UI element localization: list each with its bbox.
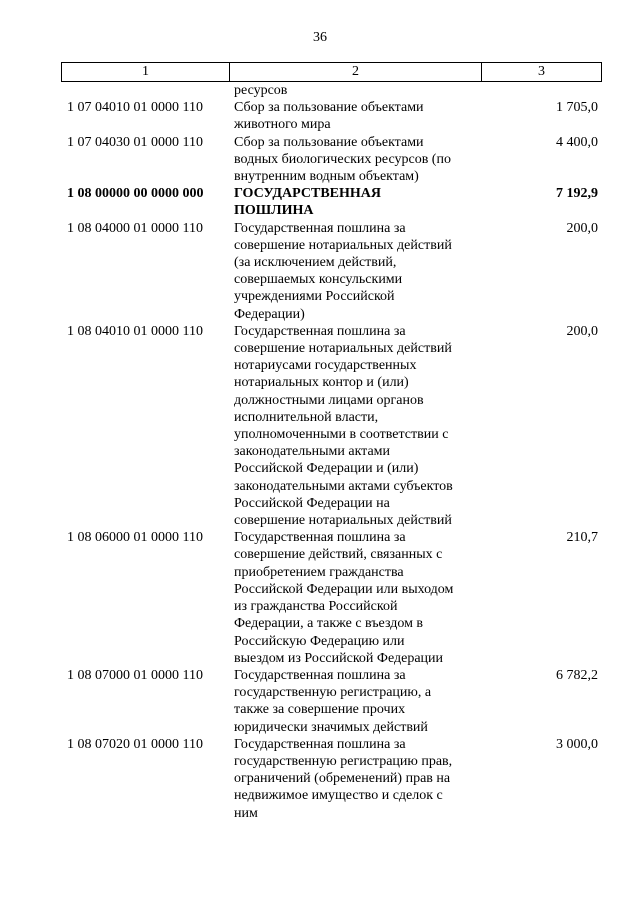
amount-value: 3 000,0 xyxy=(556,736,598,752)
revenue-name-line: государственную регистрацию, а xyxy=(234,685,432,701)
revenue-name-line: совершение нотариальных действий xyxy=(234,513,452,529)
revenue-name-line: Государственная пошлина за xyxy=(234,323,406,339)
table-row xyxy=(61,323,601,529)
revenue-name-line: законодательными актами субъектов xyxy=(234,478,453,494)
column-header-table xyxy=(61,62,602,82)
revenue-code: 1 08 00000 00 0000 000 xyxy=(67,186,204,202)
column-header-name: 2 xyxy=(230,63,482,82)
revenue-name-line: государственную регистрацию прав, xyxy=(234,753,453,769)
revenue-name-line: животного мира xyxy=(234,117,331,133)
amount-value: 200,0 xyxy=(566,220,598,236)
revenue-name-line: совершаемых консульскими xyxy=(234,272,403,288)
column-header-amount: 3 xyxy=(482,63,602,82)
revenue-name xyxy=(233,667,481,736)
revenue-name-line: ПОШЛИНА xyxy=(234,203,314,219)
table-row xyxy=(61,667,601,736)
revenue-name-line: Государственная пошлина за xyxy=(234,220,406,236)
revenue-name-line: юридически значимых действий xyxy=(234,719,428,735)
revenue-name xyxy=(233,736,481,822)
table-row xyxy=(61,529,601,667)
budget-table-body xyxy=(61,82,601,822)
revenue-name xyxy=(233,134,481,186)
table-row xyxy=(61,220,601,323)
revenue-name-line: ним xyxy=(234,805,258,821)
revenue-name xyxy=(233,323,481,529)
revenue-code: 1 08 04000 01 0000 110 xyxy=(67,220,203,236)
revenue-name-line: уполномоченными в соответствии с xyxy=(234,427,449,443)
revenue-name-line: Государственная пошлина за xyxy=(234,736,406,752)
revenue-name-line: из гражданства Российской xyxy=(234,599,398,615)
table-row xyxy=(61,82,601,99)
revenue-code: 1 08 04010 01 0000 110 xyxy=(67,323,203,339)
revenue-code: 1 07 04010 01 0000 110 xyxy=(67,100,203,116)
revenue-name-line: Сбор за пользование объектами xyxy=(234,100,424,116)
revenue-code: 1 08 07020 01 0000 110 xyxy=(67,736,203,752)
amount-value: 210,7 xyxy=(566,530,598,546)
revenue-name-line: законодательными актами xyxy=(234,444,391,460)
revenue-name-line: Сбор за пользование объектами xyxy=(234,134,424,150)
revenue-name-line: исполнительной власти, xyxy=(234,409,379,425)
revenue-name-line: выездом из Российской Федерации xyxy=(234,650,444,666)
revenue-code: 1 08 06000 01 0000 110 xyxy=(67,530,203,546)
revenue-name-line: совершение действий, связанных с xyxy=(234,547,443,563)
revenue-code: 1 07 04030 01 0000 110 xyxy=(67,134,203,150)
revenue-name-line: ГОСУДАРСТВЕННАЯ xyxy=(234,186,381,202)
revenue-name-line: также за совершение прочих xyxy=(234,702,406,718)
revenue-name-line: водных биологических ресурсов (по xyxy=(234,151,451,167)
revenue-name-line: учреждениями Российской xyxy=(234,289,395,305)
revenue-name-line: (за исключением действий, xyxy=(234,255,397,271)
table-row xyxy=(61,736,601,822)
revenue-name xyxy=(233,99,481,133)
amount-value: 6 782,2 xyxy=(556,667,598,683)
revenue-name-line: приобретением гражданства xyxy=(234,564,404,580)
revenue-name xyxy=(233,82,481,99)
revenue-name-line: должностными лицами органов xyxy=(234,392,424,408)
table-row xyxy=(61,99,601,133)
revenue-name-line: Федерации, а также с въездом в xyxy=(234,616,424,632)
table-row xyxy=(61,134,601,186)
revenue-name xyxy=(233,185,481,219)
revenue-code: 1 08 07000 01 0000 110 xyxy=(67,667,203,683)
amount-value: 1 705,0 xyxy=(556,100,598,116)
amount-value: 200,0 xyxy=(566,323,598,339)
revenue-name xyxy=(233,529,481,667)
revenue-name-line: нотариальных контор и (или) xyxy=(234,375,409,391)
revenue-name-line: Государственная пошлина за xyxy=(234,530,406,546)
revenue-name-line: недвижимое имущество и сделок с xyxy=(234,788,443,804)
revenue-name-line: нотариусами государственных xyxy=(234,358,417,374)
revenue-name-line: совершение нотариальных действий xyxy=(234,237,452,253)
column-header-code: 1 xyxy=(62,63,230,82)
revenue-name-line: Российской Федерации и (или) xyxy=(234,461,419,477)
column-header-row xyxy=(62,63,602,82)
amount-value: 4 400,0 xyxy=(556,134,598,150)
revenue-name-line: Российскую Федерацию или xyxy=(234,633,405,649)
revenue-name-line: Федерации) xyxy=(234,306,305,322)
revenue-name-line: Российской Федерации или выходом xyxy=(234,581,454,597)
page-number: 36 xyxy=(313,30,327,45)
revenue-name-line: ресурсов xyxy=(234,83,288,98)
revenue-name-line: Российской Федерации на xyxy=(234,495,390,511)
table-row xyxy=(61,185,601,219)
revenue-name-line: совершение нотариальных действий xyxy=(234,341,452,357)
revenue-name-line: ограничений (обременений) прав на xyxy=(234,771,451,787)
amount-value: 7 192,9 xyxy=(556,186,598,202)
revenue-name-line: внутренним водным объектам) xyxy=(234,169,419,185)
revenue-name-line: Государственная пошлина за xyxy=(234,667,406,683)
revenue-name xyxy=(233,220,481,323)
